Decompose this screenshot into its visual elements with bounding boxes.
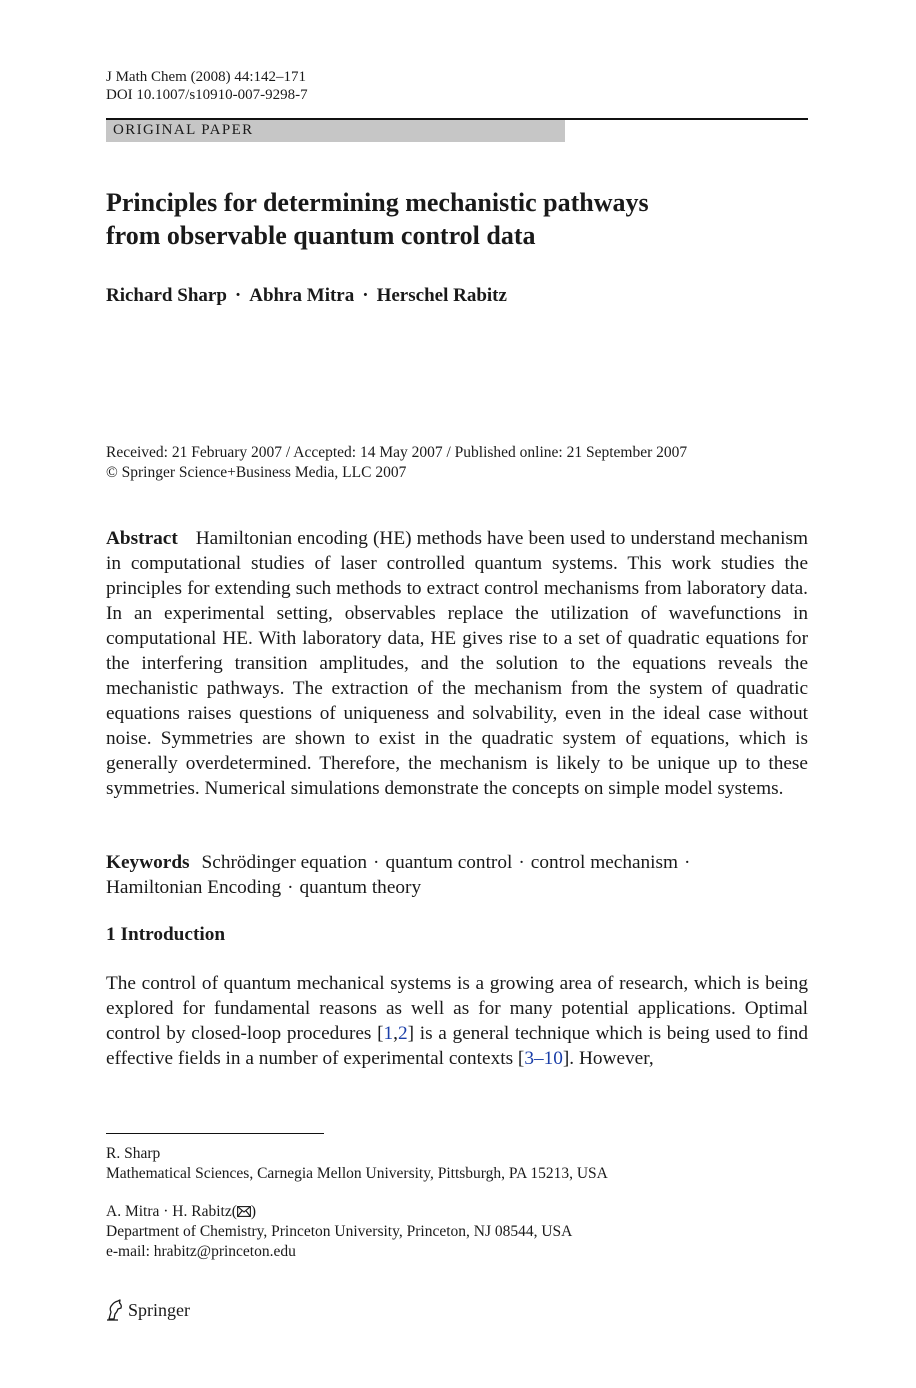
keywords bbox=[106, 850, 808, 900]
author-name: Richard Sharp bbox=[106, 285, 227, 306]
footnote-authors-line bbox=[106, 1202, 572, 1222]
citation-link[interactable]: 3 bbox=[524, 1048, 534, 1069]
footnote-bracket: ) bbox=[250, 1203, 257, 1220]
keyword: quantum control bbox=[385, 852, 513, 873]
article-type: ORIGINAL PAPER bbox=[113, 122, 254, 138]
citation-separator: , bbox=[393, 1023, 398, 1044]
journal-reference: J Math Chem (2008) 44:142–171 bbox=[106, 69, 306, 85]
copyright: © Springer Science+Business Media, LLC 2007 bbox=[106, 464, 407, 481]
article-type-bar bbox=[106, 120, 565, 142]
footnote-author: A. Mitra · H. Rabitz( bbox=[106, 1203, 237, 1220]
footnote-email: e-mail: hrabitz@princeton.edu bbox=[106, 1243, 296, 1260]
author-list bbox=[106, 284, 507, 308]
footnote-mitra-rabitz bbox=[106, 1202, 572, 1262]
publisher-name: Springer bbox=[128, 1300, 190, 1320]
keyword-separator: · bbox=[518, 852, 525, 873]
citation-link[interactable]: 10 bbox=[543, 1048, 563, 1069]
intro-text: ]. However, bbox=[562, 1048, 654, 1069]
author-separator: · bbox=[234, 285, 242, 306]
intro-text: ] is a general technique which is being used to find effective fields in a number of experimental contexts [ bbox=[106, 1023, 808, 1069]
footnote-author: R. Sharp bbox=[106, 1145, 161, 1162]
citation-link[interactable]: 2 bbox=[397, 1023, 408, 1044]
publisher-brand bbox=[106, 1298, 190, 1322]
title-line-2: from observable quantum control data bbox=[106, 221, 536, 250]
keyword: quantum theory bbox=[299, 877, 422, 898]
citation-link[interactable]: 1 bbox=[383, 1023, 394, 1044]
footnote-affiliation: Department of Chemistry, Princeton University, Princeton, NJ 08544, USA bbox=[106, 1223, 573, 1240]
introduction-paragraph bbox=[106, 971, 808, 1071]
author-name: Herschel Rabitz bbox=[376, 285, 507, 306]
envelope-icon bbox=[237, 1206, 251, 1217]
date-history: Received: 21 February 2007 / Accepted: 14 May 2007 / Published online: 21 September 2007 bbox=[106, 444, 688, 461]
title-line-1: Principles for determining mechanistic pathways bbox=[106, 188, 649, 217]
abstract-label: Abstract bbox=[106, 528, 178, 549]
abstract-text: Hamiltonian encoding (HE) methods have been used to understand mechanism in computational studies of laser controlled quantum systems. This work studies the principles for extending such methods to extract control mechanisms from laboratory data. In an experimental setting, observables replace the utilization of wavefunctions in computational HE. With laboratory data, HE gives rise to a set of quadratic equations for the interfering transition amplitudes, and the solution to the equations reveals the mechanistic pathways. The extraction of the mechanism from the system of quadratic equations raises questions of uniqueness and solvability, even in the ideal case without noise. Symmetries are shown to exist in the quadratic system of equations, which is generally overdetermined. Therefore, the mechanism is likely to be unique up to these symmetries. Numerical simulations demonstrate the concepts on simple model systems. bbox=[106, 528, 808, 799]
citation-range-dash: – bbox=[533, 1048, 544, 1069]
keyword: control mechanism bbox=[530, 852, 679, 873]
doi: DOI 10.1007/s10910-007-9298-7 bbox=[106, 87, 308, 103]
keyword: Hamiltonian Encoding bbox=[106, 877, 282, 898]
publication-dates bbox=[106, 443, 687, 483]
footnote-sharp bbox=[106, 1144, 608, 1184]
journal-meta bbox=[106, 68, 308, 104]
author-separator: · bbox=[362, 285, 369, 306]
keyword-separator: · bbox=[373, 852, 380, 873]
author-name: Abhra Mitra bbox=[249, 285, 355, 306]
intro-text: The control of quantum mechanical systems is a growing area of research, which is being explored for fundamental reasons as well as for many potential applications. Optimal control by closed-loop procedures [ bbox=[106, 973, 808, 1044]
keyword-separator: · bbox=[684, 852, 691, 873]
springer-horse-icon bbox=[106, 1299, 124, 1321]
section-heading: 1 Introduction bbox=[106, 924, 226, 945]
keyword: Schrödinger equation bbox=[201, 852, 368, 873]
footnote-rule bbox=[106, 1133, 324, 1134]
keywords-label: Keywords bbox=[106, 852, 190, 873]
paper-title bbox=[106, 186, 806, 252]
keyword-separator: · bbox=[287, 877, 294, 898]
footnote-affiliation: Mathematical Sciences, Carnegia Mellon University, Pittsburgh, PA 15213, USA bbox=[106, 1165, 608, 1182]
abstract bbox=[106, 526, 808, 801]
